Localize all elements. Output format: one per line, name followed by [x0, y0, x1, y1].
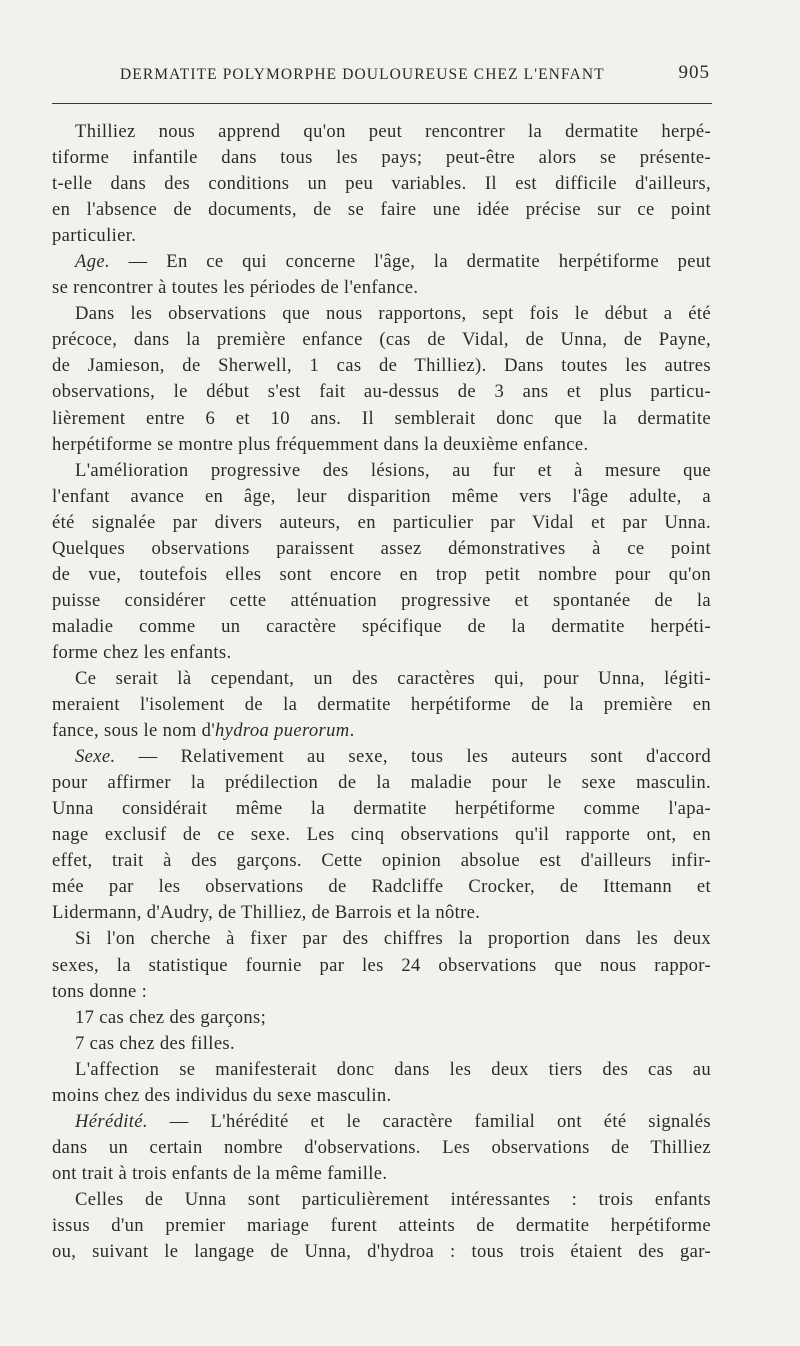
text-line: Unna considérait même la dermatite herpétiforme comme l'apa- [52, 798, 711, 820]
text-line: issus d'un premier mariage furent atteints de dermatite herpétiforme [52, 1214, 711, 1236]
text-line: tons donne : [52, 980, 148, 1002]
text-line: meraient l'isolement de la dermatite herpétiforme de la première en [52, 694, 711, 716]
text-line: observations, le début s'est fait au-dessus de 3 ans et plus particu- [52, 381, 711, 403]
text-line: Thilliez nous apprend qu'on peut rencontrer la dermatite herpé- [75, 121, 711, 142]
text-line: L'amélioration progressive des lésions, au fur et à mesure que [75, 459, 711, 481]
text-line-sexe [52, 744, 711, 770]
italic-term-hydroa: hydroa puerorum [215, 720, 350, 742]
text-line: Dans les observations que nous rapportons, sept fois le début a été [75, 303, 711, 325]
text-line-age [52, 249, 711, 275]
text-line: moins chez des individus du sexe masculin. [52, 1084, 392, 1106]
header-rule [52, 103, 712, 104]
text-line: Quelques observations paraissent assez démonstratives à ce point [52, 537, 711, 559]
text-fragment: — En ce qui concerne l'âge, la dermatite herpétiforme peut [128, 251, 711, 273]
text-line: Ce serait là cependant, un des caractères qui, pour Unna, légiti- [75, 667, 711, 689]
statistic-line: 7 cas chez des filles. [75, 1032, 235, 1054]
text-line: effet, trait à des garçons. Cette opinion absolue est d'ailleurs infir- [52, 850, 711, 872]
text-line: dans un certain nombre d'observations. Les observations de Thilliez [52, 1136, 711, 1158]
section-label-heredite: Hérédité. [75, 1110, 148, 1132]
text-line: t-elle dans des conditions un peu variables. Il est difficile d'ailleurs, [52, 173, 711, 195]
text-line: de Jamieson, de Sherwell, 1 cas de Thilliez). Dans toutes les autres [52, 355, 711, 377]
text-fragment: — Relativement au sexe, tous les auteurs sont d'accord [138, 746, 711, 768]
section-label-sexe: Sexe. [75, 746, 116, 768]
text-line: sexes, la statistique fournie par les 24 observations que nous rappor- [52, 954, 711, 976]
text-line-heredite [52, 1109, 711, 1135]
section-label-age: Age. [75, 251, 110, 273]
text-line-hydroa [52, 718, 711, 744]
text-line: l'enfant avance en âge, leur disparition même vers l'âge adulte, a [52, 485, 711, 507]
text-line: été signalée par divers auteurs, en particulier par Vidal et par Unna. [52, 511, 711, 533]
text-line: ou, suivant le langage de Unna, d'hydroa : tous trois étaient des gar- [52, 1241, 711, 1263]
text-fragment: fance, sous le nom d' [52, 720, 216, 742]
running-title: DERMATITE POLYMORPHE DOULOUREUSE CHEZ L'ENFANT [120, 66, 605, 83]
text-line: de vue, toutefois elles sont encore en trop petit nombre pour qu'on [52, 563, 711, 585]
text-line: tiforme infantile dans tous les pays; peut-être alors se présente- [52, 147, 711, 169]
running-head [52, 62, 712, 90]
text-line: pour affirmer la prédilection de la maladie pour le sexe masculin. [52, 772, 711, 794]
text-fragment: . [349, 720, 355, 742]
statistic-line: 17 cas chez des garçons; [75, 1006, 267, 1028]
text-fragment: — L'hérédité et le caractère familial ont été signalés [169, 1110, 712, 1132]
text-line: forme chez les enfants. [52, 641, 232, 663]
text-line: en l'absence de documents, de se faire une idée précise sur ce point [52, 199, 711, 221]
text-line: se rencontrer à toutes les périodes de l'enfance. [52, 277, 419, 299]
text-line: particulier. [52, 225, 137, 247]
text-line: puisse considérer cette atténuation progressive et spontanée de la [52, 589, 711, 611]
text-line: mée par les observations de Radcliffe Crocker, de Ittemann et [52, 876, 711, 898]
text-line: Lidermann, d'Audry, de Thilliez, de Barrois et la nôtre. [52, 902, 481, 924]
text-line: L'affection se manifesterait donc dans les deux tiers des cas au [75, 1058, 711, 1080]
text-line: lièrement entre 6 et 10 ans. Il semblerait donc que la dermatite [52, 407, 711, 429]
text-line: précoce, dans la première enfance (cas de Vidal, de Unna, de Payne, [52, 329, 711, 351]
text-line: Celles de Unna sont particulièrement intéressantes : trois enfants [75, 1188, 711, 1210]
page-number: 905 [678, 62, 710, 83]
text-line: Si l'on cherche à fixer par des chiffres la proportion dans les deux [75, 928, 711, 950]
body-text [52, 119, 711, 1265]
text-line: nage exclusif de ce sexe. Les cinq observations qu'il rapporte ont, en [52, 824, 711, 846]
text-line: maladie comme un caractère spécifique de la dermatite herpéti- [52, 615, 711, 637]
text-line: ont trait à trois enfants de la même famille. [52, 1162, 388, 1184]
text-line: herpétiforme se montre plus fréquemment dans la deuxième enfance. [52, 433, 589, 455]
